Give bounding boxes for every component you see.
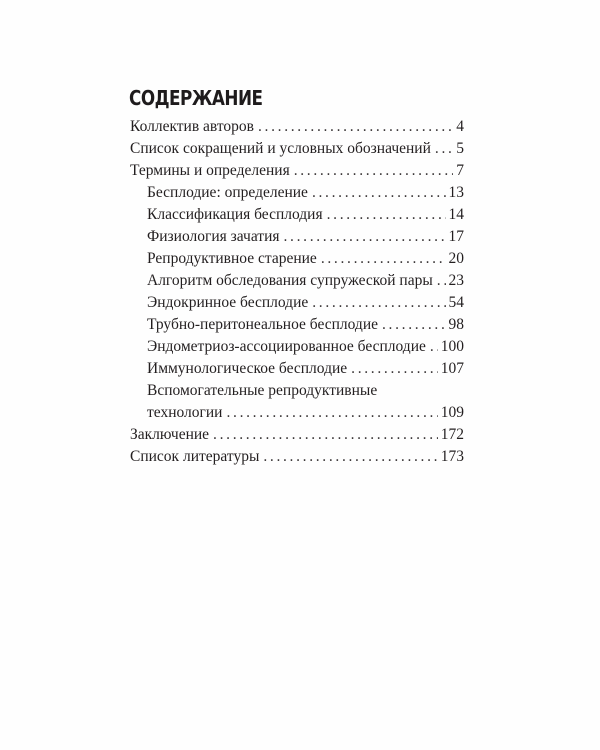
- dot-leader: [351, 358, 438, 380]
- toc-entry-art: [130, 380, 464, 424]
- toc-page-number: 172: [440, 426, 464, 443]
- toc-entry-label-line1: Вспомогательные репродуктивные: [147, 382, 378, 399]
- toc-page-number: 98: [448, 316, 464, 333]
- dot-leader: [430, 336, 438, 358]
- toc-page-number: 13: [448, 184, 464, 201]
- toc-entry-abbreviations: [130, 138, 464, 160]
- toc-page-number: 17: [448, 228, 464, 245]
- toc-page-number: 107: [440, 360, 464, 377]
- toc-entry-label: Иммунологическое бесплодие: [147, 360, 348, 377]
- dot-leader: [213, 424, 438, 446]
- dot-leader: [437, 270, 446, 292]
- toc-entry-label: Заключение: [130, 426, 210, 443]
- toc-page-number: 14: [448, 206, 464, 223]
- toc-page-number: 20: [448, 250, 464, 267]
- toc-page-number: 5: [456, 140, 464, 157]
- dot-leader: [327, 204, 446, 226]
- toc-entry-immunological: [130, 358, 464, 380]
- toc-entry-label: Классификация бесплодия: [147, 206, 323, 223]
- dot-leader: [294, 160, 454, 182]
- toc-entry-terms: [130, 160, 464, 182]
- table-of-contents: [130, 116, 464, 468]
- toc-page-number: 54: [448, 294, 464, 311]
- toc-entry-label: Трубно-перитонеальное бесплодие: [147, 316, 378, 333]
- toc-page-number: 23: [448, 272, 464, 289]
- toc-entry-reproductive-aging: [130, 248, 464, 270]
- dot-leader: [312, 182, 446, 204]
- dot-leader: [321, 248, 446, 270]
- toc-entry-authors: [130, 116, 464, 138]
- toc-entry-references: [130, 446, 464, 468]
- toc-entry-label: Эндометриоз-ассоциированное бесплодие: [147, 338, 426, 355]
- dot-leader: [263, 446, 437, 468]
- toc-entry-examination-algorithm: [130, 270, 464, 292]
- toc-page-number: 100: [440, 338, 464, 355]
- dot-leader: [382, 314, 446, 336]
- toc-page-number: 173: [440, 448, 464, 465]
- dot-leader: [312, 292, 445, 314]
- page-title: СОДЕРЖАНИЕ: [129, 86, 263, 110]
- dot-leader: [258, 116, 453, 138]
- toc-page-number: 109: [440, 404, 464, 421]
- toc-entry-infertility-definition: [130, 182, 464, 204]
- toc-entry-conclusion: [130, 424, 464, 446]
- dot-leader: [435, 138, 453, 160]
- toc-entry-tubo-peritoneal: [130, 314, 464, 336]
- toc-entry-label: Коллектив авторов: [130, 118, 254, 135]
- toc-entry-label: Список сокращений и условных обозначений: [130, 140, 431, 157]
- toc-entry-classification: [130, 204, 464, 226]
- toc-entry-endocrine: [130, 292, 464, 314]
- toc-entry-label: Алгоритм обследования супружеской пары: [147, 272, 433, 289]
- toc-entry-line2: [147, 402, 464, 424]
- toc-entry-endometriosis: [130, 336, 464, 358]
- toc-entry-label: Список литературы: [130, 448, 260, 465]
- toc-entry-label: Термины и определения: [130, 162, 290, 179]
- toc-entry-physiology: [130, 226, 464, 248]
- toc-entry-label: Эндокринное бесплодие: [147, 294, 309, 311]
- toc-entry-label: Физиология зачатия: [147, 228, 280, 245]
- toc-entry-label: Бесплодие: определение: [147, 184, 308, 201]
- dot-leader: [226, 402, 437, 424]
- toc-entry-label-line2: технологии: [147, 404, 223, 421]
- toc-page-number: 7: [456, 162, 464, 179]
- toc-entry-label: Репродуктивное старение: [147, 250, 317, 267]
- dot-leader: [284, 226, 446, 248]
- toc-page-number: 4: [456, 118, 464, 135]
